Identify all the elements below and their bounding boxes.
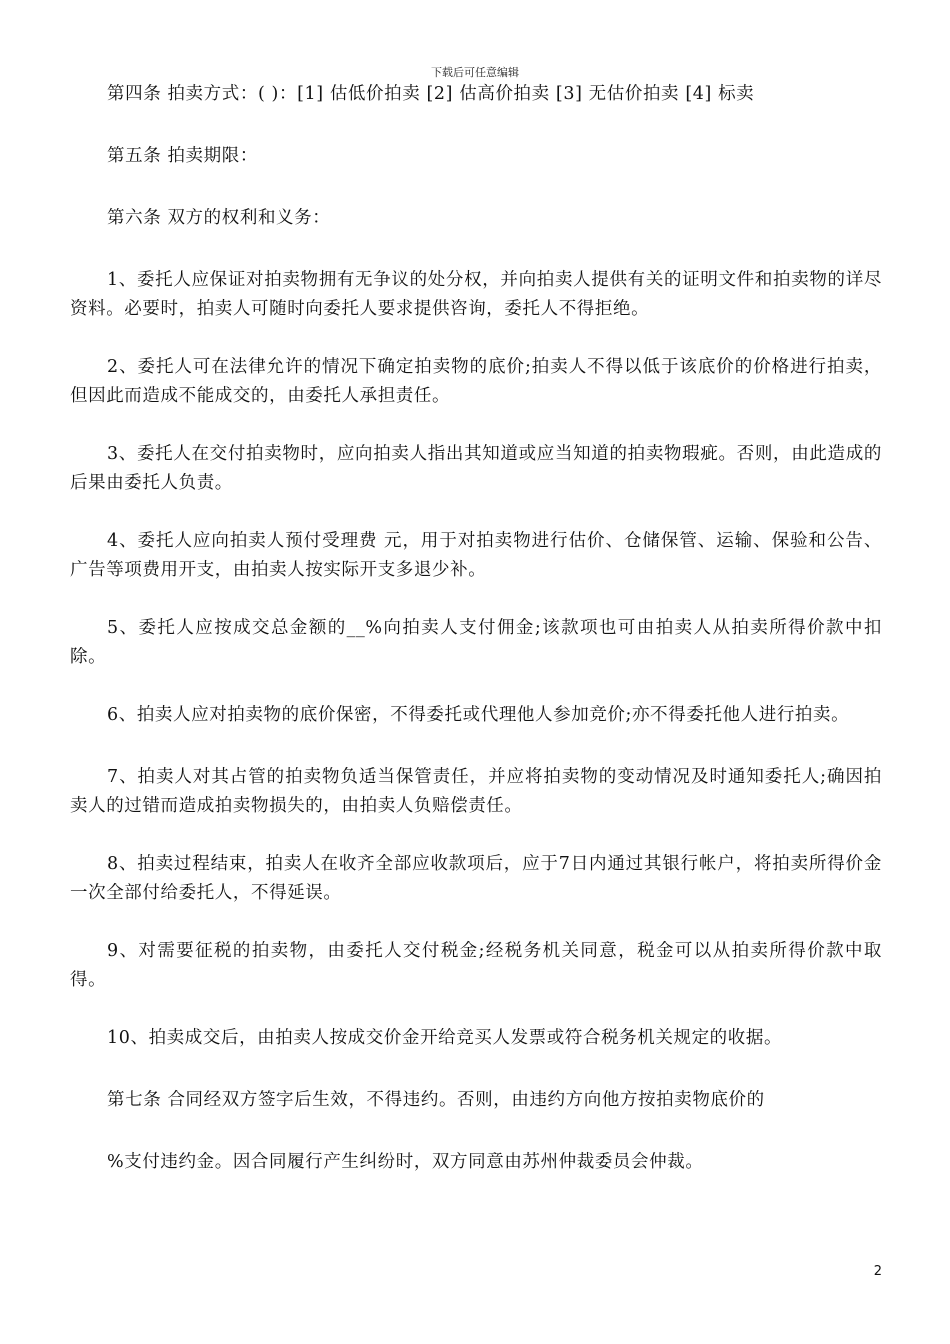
clause-10: 10、拍卖成交后，由拍卖人按成交价金开给竞买人发票或符合税务机关规定的收据。	[107, 1028, 783, 1048]
header-note: 下载后可任意编辑	[431, 66, 519, 79]
clause-3: 3、委托人在交付拍卖物时，应向拍卖人指出其知道或应当知道的拍卖物瑕疵。否则，由此造成的后果由委托人负责。	[70, 444, 882, 493]
page-number: 2	[873, 1264, 882, 1279]
article-4-auction-method: 第四条 拍卖方式：( )：[1] 估低价拍卖 [2] 估高价拍卖 [3] 无估价拍卖 [4] 标卖	[107, 84, 755, 104]
clause-5: 5、委托人应按成交总金额的__%向拍卖人支付佣金;该款项也可由拍卖人从拍卖所得价款中扣除。	[70, 618, 882, 667]
article-5-auction-period: 第五条 拍卖期限：	[107, 146, 258, 166]
clause-4: 4、委托人应向拍卖人预付受理费 元，用于对拍卖物进行估价、仓储保管、运输、保验和公告、广告等项费用开支，由拍卖人按实际开支多退少补。	[70, 531, 882, 580]
clause-8: 8、拍卖过程结束，拍卖人在收齐全部应收款项后，应于7日内通过其银行帐户，将拍卖所得价金一次全部付给委托人，不得延误。	[70, 854, 882, 903]
clause-7: 7、拍卖人对其占管的拍卖物负适当保管责任，并应将拍卖物的变动情况及时通知委托人;确因拍卖人的过错而造成拍卖物损失的，由拍卖人负赔偿责任。	[70, 767, 882, 816]
article-7-penalty-arbitration: %支付违约金。因合同履行产生纠纷时，双方同意由苏州仲裁委员会仲裁。	[107, 1152, 704, 1172]
clause-9: 9、对需要征税的拍卖物，由委托人交付税金;经税务机关同意，税金可以从拍卖所得价款中取得。	[70, 941, 882, 990]
clause-1: 1、委托人应保证对拍卖物拥有无争议的处分权，并向拍卖人提供有关的证明文件和拍卖物的详尽资料。必要时，拍卖人可随时向委托人要求提供咨询，委托人不得拒绝。	[70, 270, 882, 319]
clause-2: 2、委托人可在法律允许的情况下确定拍卖物的底价;拍卖人不得以低于该底价的价格进行拍卖，但因此而造成不能成交的，由委托人承担责任。	[70, 357, 882, 406]
article-6-rights-obligations: 第六条 双方的权利和义务：	[107, 208, 331, 228]
clause-6: 6、拍卖人应对拍卖物的底价保密，不得委托或代理他人参加竞价;亦不得委托他人进行拍卖。	[107, 705, 850, 725]
document-body	[70, 80, 882, 1210]
article-7-effect-breach: 第七条 合同经双方签字后生效，不得违约。否则，由违约方向他方按拍卖物底价的	[107, 1090, 765, 1110]
